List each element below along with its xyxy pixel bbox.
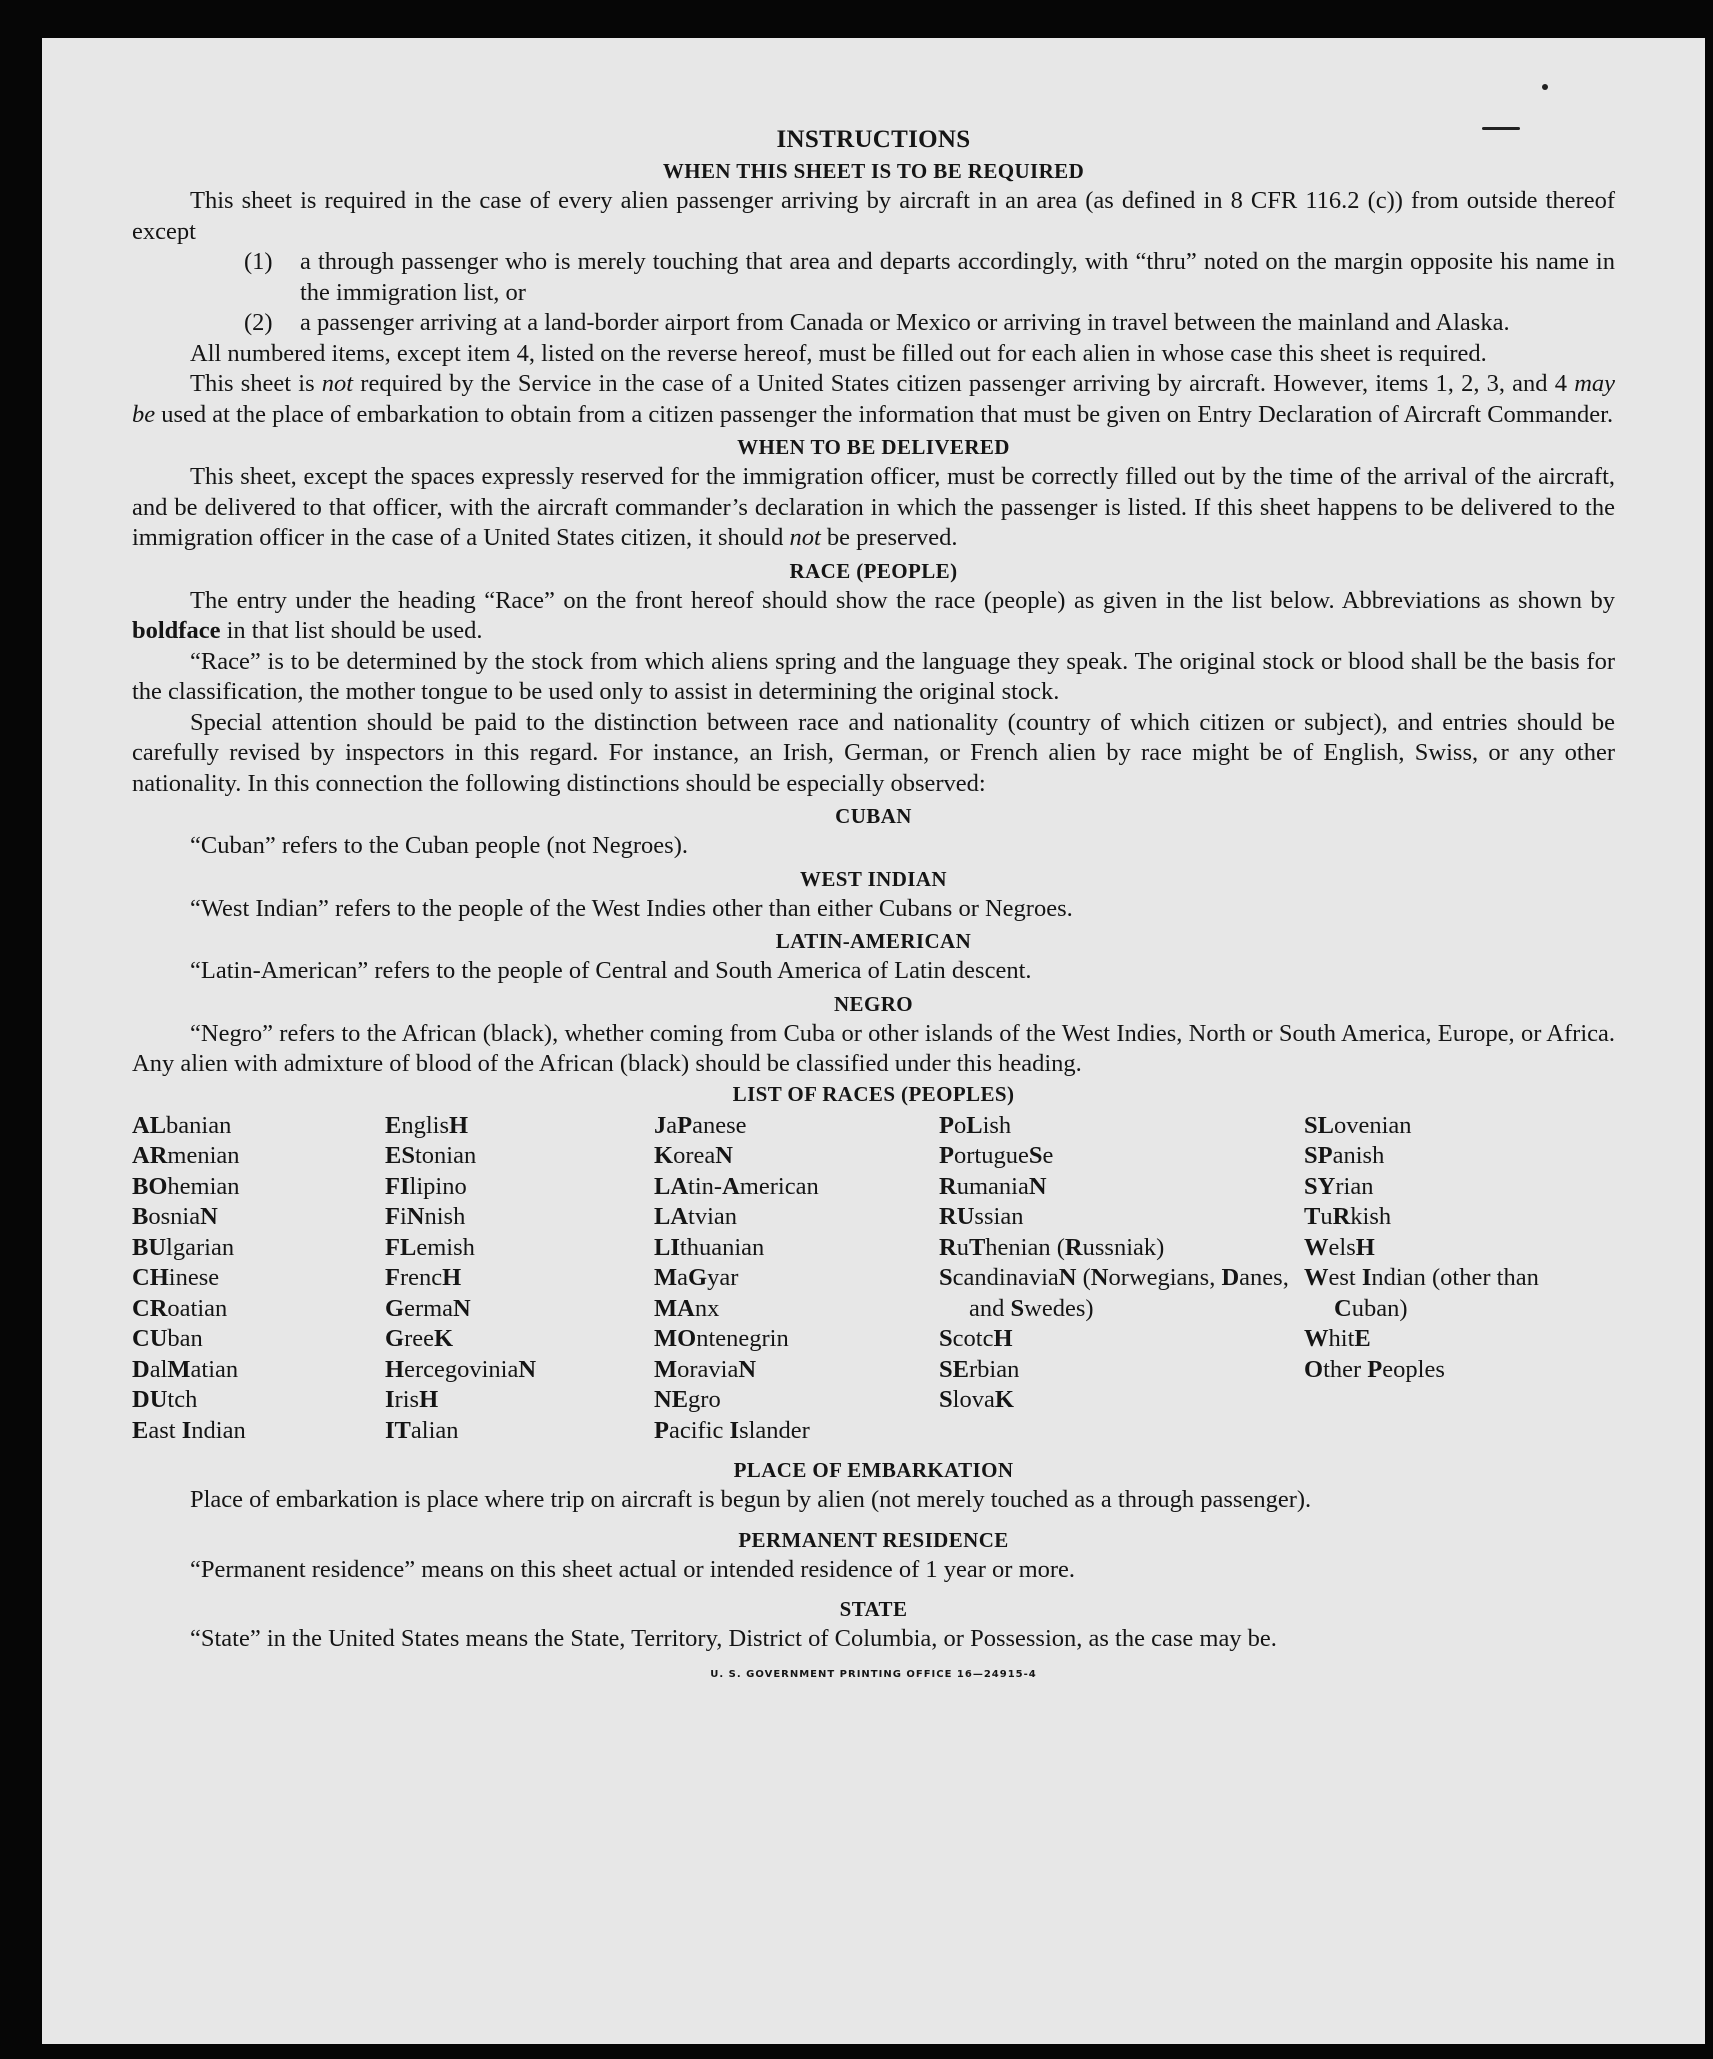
race-entry: IrisH bbox=[385, 1386, 439, 1413]
text-run: This sheet, except the spaces expressly reserved for the immigration officer, must be correctly filled out by the time of the arrival of the aircraft, and be delivered to that officer, with the aircraft commander’s declaration in which the passenger is listed. If this sheet happens to be delivered to the immigration officer in the case of a United States citizen, it should bbox=[132, 463, 1615, 551]
paragraph: Special attention should be paid to the distinction between race and nationality (country of which citizen or subject), and entries should be carefully revised by inspectors in this regard. For instance, an Irish, German, or French alien by race might be of English, Swiss, or any other nationality. In this connection the following distinctions should be especially observed: bbox=[132, 708, 1615, 797]
item-number: (2) bbox=[244, 309, 273, 336]
ink-speck bbox=[1542, 84, 1548, 90]
race-entry: FrencH bbox=[385, 1264, 462, 1291]
heading-when-required: WHEN THIS SHEET IS TO BE REQUIRED bbox=[662, 159, 1085, 183]
race-entry: FLemish bbox=[385, 1233, 475, 1261]
race-entry: ARmenian bbox=[132, 1142, 240, 1169]
heading-state: STATE bbox=[839, 1597, 908, 1621]
race-entry: ScandinaviaN (Norwegians, Danes, and Swedes) bbox=[939, 1264, 1289, 1322]
races-column bbox=[132, 1111, 385, 1447]
heading-race: RACE (PEOPLE) bbox=[789, 558, 958, 583]
page-title: INSTRUCTIONS bbox=[776, 126, 971, 153]
heading-latin-american: LATIN-AMERICAN bbox=[775, 929, 972, 953]
races-column bbox=[939, 1111, 1304, 1447]
races-column bbox=[385, 1111, 654, 1447]
paragraph: “Race” is to be determined by the stock from which aliens spring and the language they speak. The original stock or blood shall be the basis for the classification, the mother tongue to be used only to assist in determining the original stock. bbox=[132, 647, 1615, 705]
text-run: be preserved. bbox=[820, 524, 958, 551]
paragraph bbox=[132, 462, 1615, 554]
heading-list-of-races: LIST OF RACES (PEOPLES) bbox=[732, 1081, 1015, 1106]
item-text: a passenger arriving at a land-border airport from Canada or Mexico or arriving in travel between the mainland and Alaska. bbox=[300, 309, 1510, 336]
paragraph: “State” in the United States means the State, Territory, District of Columbia, or Possession, as the case may be. bbox=[190, 1625, 1277, 1652]
paragraph: “Permanent residence” means on this sheet actual or intended residence of 1 year or more. bbox=[190, 1555, 1076, 1583]
paragraph: “Negro” refers to the African (black), whether coming from Cuba or other islands of the West Indies, North or South America, Europe, or Africa. Any alien with admixture of blood of the African (black) should be classified under this heading. bbox=[132, 1019, 1615, 1077]
race-entry: SLovenian bbox=[1304, 1111, 1412, 1139]
item-number: (1) bbox=[244, 248, 273, 275]
race-entry: SYrian bbox=[1304, 1172, 1374, 1200]
race-entry: WelsH bbox=[1304, 1233, 1375, 1261]
emphasis: not bbox=[789, 524, 821, 551]
race-entry: JaPanese bbox=[654, 1111, 747, 1139]
bold-word: boldface bbox=[132, 617, 221, 644]
race-entry: BUlgarian bbox=[132, 1233, 235, 1261]
race-entry: Other Peoples bbox=[1304, 1355, 1445, 1383]
race-entry: MAnx bbox=[654, 1294, 720, 1322]
paragraph bbox=[132, 369, 1615, 430]
paragraph bbox=[132, 586, 1615, 647]
paragraph: This sheet is required in the case of every alien passenger arriving by aircraft in an area (as defined in 8 CFR 116.2 (c)) from outside thereof except bbox=[132, 187, 1615, 245]
heading-permanent-residence: PERMANENT RESIDENCE bbox=[738, 1527, 1009, 1552]
race-entry: ALbanian bbox=[132, 1111, 232, 1139]
race-entry: PortugueSe bbox=[939, 1142, 1054, 1169]
race-entry: East Indian bbox=[132, 1416, 246, 1444]
text-run: The entry under the heading “Race” on the front hereof should show the race (people) as given in the list below. Abbreviations as shown by bbox=[190, 586, 1615, 614]
emphasis: not bbox=[321, 370, 354, 397]
text-run: used at the place of embarkation to obtain from a citizen passenger the information that must be given on Entry Declaration of Aircraft Commander. bbox=[155, 400, 1614, 428]
race-entry: DUtch bbox=[132, 1386, 198, 1413]
race-entry: BOhemian bbox=[132, 1172, 240, 1200]
race-entry: KoreaN bbox=[654, 1142, 733, 1169]
text-run: This sheet is bbox=[190, 370, 322, 397]
race-entry: SErbian bbox=[939, 1355, 1020, 1383]
text-run: required by the Service in the case of a United States citizen passenger arriving by aircraft. However, items 1, 2, 3, and 4 bbox=[353, 370, 1575, 397]
races-list bbox=[132, 1111, 1615, 1447]
paragraph: “Latin-American” refers to the people of Central and South America of Latin descent. bbox=[190, 957, 1032, 984]
race-entry: ITalian bbox=[385, 1416, 459, 1444]
race-entry: CRoatian bbox=[132, 1294, 228, 1322]
race-entry: LAtvian bbox=[654, 1203, 738, 1230]
race-entry: RuThenian (Russniak) bbox=[939, 1233, 1165, 1261]
race-entry: FiNnish bbox=[385, 1203, 466, 1230]
races-column bbox=[1304, 1111, 1564, 1447]
race-entry: Pacific Islander bbox=[654, 1416, 810, 1444]
race-entry: DalMatian bbox=[132, 1355, 239, 1383]
heading-negro: NEGRO bbox=[833, 991, 913, 1016]
race-entry: TuRkish bbox=[1304, 1203, 1392, 1230]
races-column bbox=[654, 1111, 939, 1447]
race-entry: GermaN bbox=[385, 1294, 471, 1322]
race-entry: EStonian bbox=[385, 1142, 477, 1169]
heading-cuban: CUBAN bbox=[835, 804, 912, 828]
paragraph: “West Indian” refers to the people of the West Indies other than either Cubans or Negroes. bbox=[190, 894, 1073, 922]
race-entry: MoraviaN bbox=[654, 1355, 757, 1383]
race-entry: FIlipino bbox=[385, 1172, 467, 1200]
race-entry: RumaniaN bbox=[939, 1172, 1047, 1200]
list-item bbox=[132, 247, 1615, 308]
race-entry: PoLish bbox=[939, 1111, 1012, 1139]
emphasis: may be bbox=[132, 370, 1616, 428]
race-entry: MaGyar bbox=[654, 1264, 739, 1291]
heading-when-delivered: WHEN TO BE DELIVERED bbox=[737, 435, 1010, 459]
heading-west-indian: WEST INDIAN bbox=[800, 866, 947, 891]
race-entry: HercegoviniaN bbox=[385, 1355, 537, 1383]
printing-office-imprint: U. S. GOVERNMENT PRINTING OFFICE 16—24915-4 bbox=[710, 1668, 1037, 1680]
race-entry: RUssian bbox=[939, 1203, 1024, 1230]
race-entry: NEgro bbox=[654, 1386, 721, 1413]
race-entry: EnglisH bbox=[385, 1111, 469, 1139]
item-text: a through passenger who is merely touching that area and departs accordingly, with “thru” noted on the margin opposite his name in the immigration list, or bbox=[300, 248, 1615, 306]
ink-speck bbox=[1482, 127, 1520, 130]
race-entry: GreeK bbox=[385, 1325, 454, 1352]
heading-place-of-embarkation: PLACE OF EMBARKATION bbox=[733, 1458, 1014, 1482]
race-entry: West Indian (other than Cuban) bbox=[1304, 1264, 1539, 1322]
race-entry: LAtin-American bbox=[654, 1172, 819, 1200]
race-entry: SlovaK bbox=[939, 1386, 1014, 1413]
race-entry: LIthuanian bbox=[654, 1233, 765, 1261]
paragraph: All numbered items, except item 4, listed on the reverse hereof, must be filled out for each alien in whose case this sheet is required. bbox=[190, 339, 1487, 367]
race-entry: MOntenegrin bbox=[654, 1325, 789, 1352]
text-run: in that list should be used. bbox=[220, 617, 483, 644]
paragraph: “Cuban” refers to the Cuban people (not Negroes). bbox=[190, 832, 688, 859]
document-page bbox=[42, 38, 1705, 2044]
race-entry: SPanish bbox=[1304, 1142, 1385, 1169]
race-entry: WhitE bbox=[1304, 1325, 1371, 1352]
list-item bbox=[132, 308, 1615, 339]
paragraph: Place of embarkation is place where trip on aircraft is begun by alien (not merely touched as a through passenger). bbox=[190, 1486, 1312, 1513]
race-entry: CHinese bbox=[132, 1264, 220, 1291]
race-entry: BosniaN bbox=[132, 1203, 218, 1230]
race-entry: ScotcH bbox=[939, 1325, 1013, 1352]
race-entry: CUban bbox=[132, 1325, 203, 1352]
